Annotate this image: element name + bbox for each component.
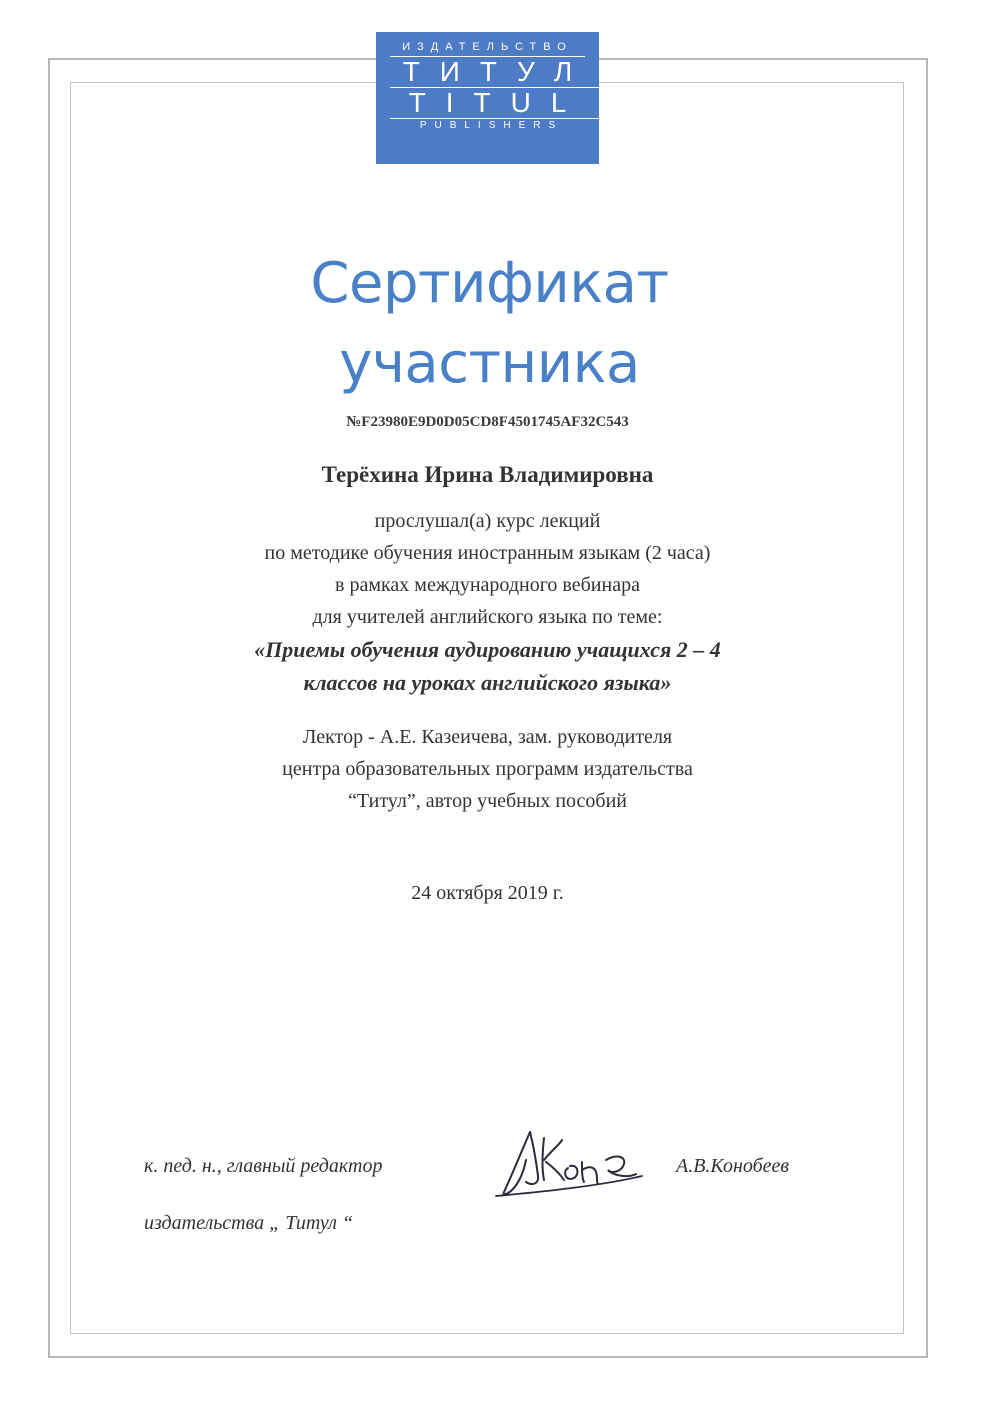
issue-date: 24 октября 2019 г.	[411, 882, 564, 904]
certificate-number: №F23980E9D0D05CD8F4501745AF32C543	[346, 414, 629, 430]
publisher-logo	[376, 32, 599, 164]
handwritten-signature	[490, 1120, 650, 1205]
logo-publisher-label: ИЗДАТЕЛЬСТВО	[390, 40, 585, 57]
lecturer-line: центра образовательных программ издательства	[282, 758, 693, 780]
title-line-1: Сертификат	[310, 251, 669, 316]
logo-titul-latin: TITUL	[390, 88, 605, 119]
recipient-name: Терёхина Ирина Владимировна	[321, 462, 654, 487]
topic-line-2: классов на уроках английского языка»	[303, 670, 672, 695]
description-line: в рамках международного вебинара	[335, 574, 640, 596]
description-line: по методике обучения иностранным языкам (2 часа)	[264, 542, 711, 564]
lecturer-info	[0, 721, 975, 817]
signatory-role-line-1: к. пед. н., главный редактор	[144, 1155, 383, 1177]
title-line-2: участника	[339, 331, 640, 396]
signatory-name: А.В.Конобеев	[676, 1155, 790, 1177]
logo-publishers-label: PUBLISHERS	[419, 120, 564, 131]
logo-titul-cyrillic: ТИТУЛ	[390, 57, 605, 88]
signatory-role-line-2: издательства „ Титул “	[144, 1212, 354, 1234]
lecturer-line: Лектор - А.Е. Казеичева, зам. руководителя	[302, 726, 673, 748]
course-description	[0, 505, 975, 633]
webinar-topic	[0, 633, 975, 699]
certificate-title	[0, 244, 999, 404]
topic-line-1: «Приемы обучения аудированию учащихся 2 – 4	[254, 637, 721, 662]
description-line: прослушал(а) курс лекций	[374, 510, 601, 532]
lecturer-line: “Титул”, автор учебных пособий	[348, 790, 627, 812]
description-line: для учителей английского языка по теме:	[312, 606, 663, 628]
